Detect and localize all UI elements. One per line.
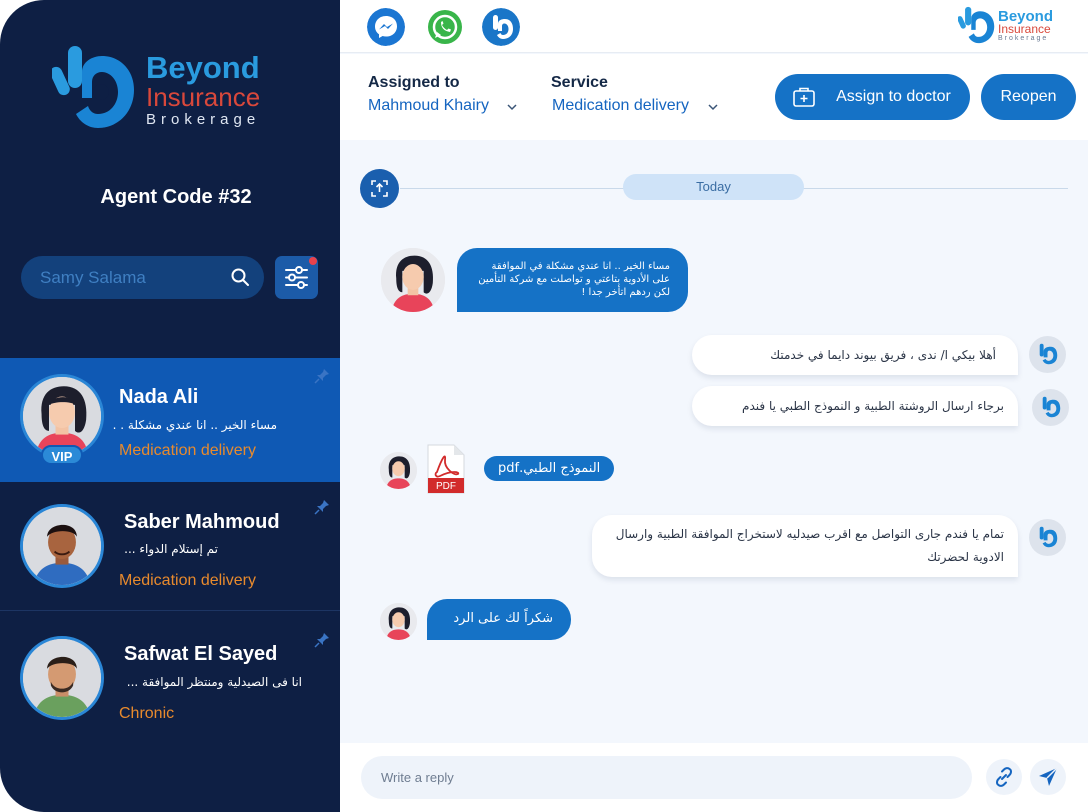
conversation-preview: تم إستلام الدواء ... xyxy=(124,542,218,556)
beyond-logo-mark-icon xyxy=(958,5,996,45)
chat-panel xyxy=(340,0,1088,812)
message-bubble-outgoing: أهلا بيكي ا/ ندى ، فريق بيوند دايما في خدمتك xyxy=(692,335,1018,375)
link-icon xyxy=(986,759,1022,795)
woman-avatar-icon xyxy=(381,248,445,312)
conversation-name: Saber Mahmoud xyxy=(124,511,280,533)
filter-notification-dot xyxy=(309,257,317,265)
beyond-logo-mark-icon xyxy=(52,42,138,132)
man-avatar-icon xyxy=(23,507,101,585)
composer xyxy=(340,743,1088,812)
conversation-item-saber-mahmoud[interactable] xyxy=(0,482,340,606)
brand-wordmark xyxy=(146,52,260,130)
messenger-icon[interactable] xyxy=(367,8,405,46)
customer-avatar xyxy=(380,603,417,640)
conversation-item-safwat-el-sayed[interactable] xyxy=(0,612,340,736)
customer-avatar xyxy=(380,452,417,489)
channel-bar xyxy=(340,0,1088,53)
service-select[interactable]: Medication delivery xyxy=(552,97,689,114)
beyond-app-icon[interactable] xyxy=(482,8,520,46)
brand-line-3: Brokerage xyxy=(146,111,261,128)
beyond-logo-mark-icon xyxy=(1032,389,1069,426)
filter-button[interactable] xyxy=(275,256,318,299)
assign-doctor-label: Assign to doctor xyxy=(836,88,951,105)
search-icon[interactable] xyxy=(230,267,250,287)
avatar xyxy=(20,504,104,588)
pdf-label: PDF xyxy=(436,481,456,492)
agent-avatar xyxy=(1029,336,1066,373)
pin-icon[interactable] xyxy=(314,368,330,384)
reopen-label: Reopen xyxy=(1000,88,1057,105)
beyond-logo-mark-icon xyxy=(1029,519,1066,556)
brand-line-2: Insurance xyxy=(146,82,261,112)
export-icon xyxy=(360,169,399,208)
agent-code: Agent Code #32 xyxy=(100,186,252,208)
medical-kit-icon xyxy=(793,87,815,107)
conversation-name: Nada Ali xyxy=(119,386,199,408)
send-button[interactable] xyxy=(1030,759,1066,795)
conversation-service: Chronic xyxy=(119,705,175,722)
date-pill: Today xyxy=(623,174,804,200)
conversation-name: Safwat El Sayed xyxy=(124,643,278,665)
send-icon xyxy=(1030,759,1066,795)
agent-avatar xyxy=(1029,519,1066,556)
top-brand-line-1: Beyond xyxy=(998,8,1054,25)
search-input[interactable] xyxy=(21,256,226,299)
top-brand-line-3: Brokerage xyxy=(998,35,1049,42)
beyond-logo-mark-icon xyxy=(1029,336,1066,373)
attach-button[interactable] xyxy=(986,759,1022,795)
agent-avatar xyxy=(1032,389,1069,426)
woman-avatar-icon xyxy=(380,603,417,640)
file-attachment-link[interactable]: النموذج الطبي.pdf xyxy=(484,456,614,481)
message-bubble-outgoing: تمام يا فندم جارى التواصل مع اقرب صيدليه لاستخراج الموافقة الطبية وارسال الادوية لحضرتك xyxy=(592,515,1018,577)
assigned-label: Assigned to xyxy=(368,74,460,91)
conversation-service: Medication delivery xyxy=(119,442,256,459)
search-box xyxy=(21,256,264,299)
woman-avatar-icon xyxy=(23,377,101,455)
chevron-down-icon[interactable] xyxy=(506,101,518,113)
message-bubble-incoming: شكراً لك على الرد xyxy=(427,599,571,640)
conversation-header xyxy=(340,54,1088,140)
divider xyxy=(0,610,340,611)
vip-badge: VIP xyxy=(41,445,83,465)
pin-icon[interactable] xyxy=(314,632,330,648)
conversation-preview: انا فى الصيدلية ومنتظر الموافقة ... xyxy=(126,675,302,689)
top-brand-line-2: Insurance xyxy=(998,22,1051,36)
sidebar xyxy=(0,0,340,812)
conversation-preview: مساء الخير .. انا عندي مشكلة . . xyxy=(112,418,277,432)
message-bubble-incoming: مساء الخير .. انا عندي مشكلة في الموافقة على الأدوية بتاعتي و تواصلت مع شركة التأمين لكن ردهم اتأخر جدا ! xyxy=(457,248,688,312)
man-avatar-icon xyxy=(23,639,101,717)
conversation-item-nada-ali[interactable] xyxy=(0,358,340,482)
avatar xyxy=(20,636,104,720)
customer-avatar xyxy=(381,248,445,312)
conversation-service: Medication delivery xyxy=(119,572,256,589)
whatsapp-icon[interactable] xyxy=(426,8,464,46)
reply-input[interactable] xyxy=(361,756,972,799)
chevron-down-icon[interactable] xyxy=(707,101,719,113)
service-label: Service xyxy=(551,74,608,91)
woman-avatar-icon xyxy=(380,452,417,489)
assigned-select[interactable]: Mahmoud Khairy xyxy=(368,97,489,114)
export-chat-button[interactable] xyxy=(360,169,399,208)
message-thread xyxy=(340,141,1088,743)
brand-logo xyxy=(52,42,292,132)
reopen-button[interactable] xyxy=(981,74,1076,120)
top-brand-logo xyxy=(958,5,1058,45)
message-bubble-outgoing: برجاء ارسال الروشتة الطبية و النموذج الطبي يا فندم xyxy=(692,386,1018,426)
pin-icon[interactable] xyxy=(314,499,330,515)
brand-line-1: Beyond xyxy=(146,50,260,85)
pdf-file-icon[interactable] xyxy=(426,444,466,494)
